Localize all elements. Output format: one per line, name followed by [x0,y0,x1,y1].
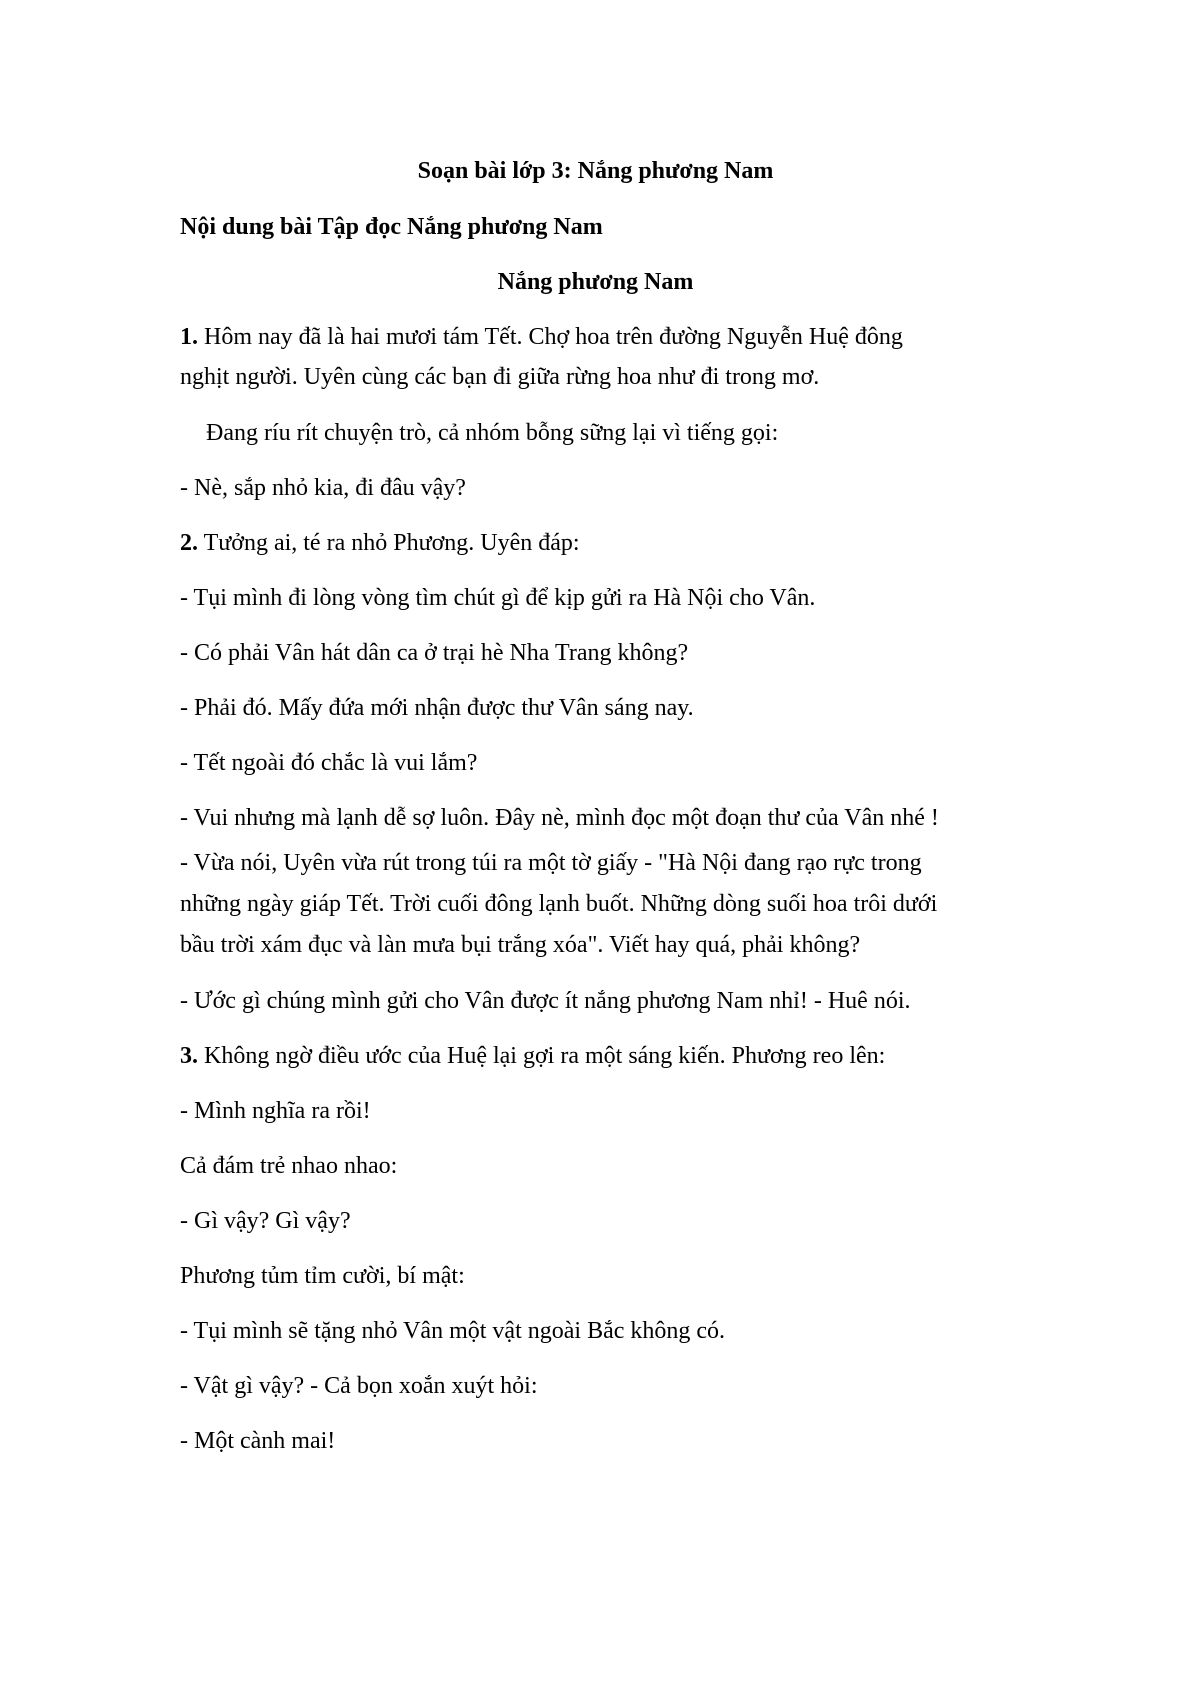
dialogue-line: - Tụi mình sẽ tặng nhỏ Vân một vật ngoài Bắc không có. [180,1318,726,1344]
paragraph-text: Tưởng ai, té ra nhỏ Phương. Uyên đáp: [203,530,580,556]
dialogue-line: - Phải đó. Mấy đứa mới nhận được thư Vân sáng nay. [180,695,694,721]
paragraph-text: Hôm nay đã là hai mươi tám Tết. Chợ hoa trên đường Nguyễn Huệ đông [204,324,903,350]
dialogue-line: - Tụi mình đi lòng vòng tìm chút gì để kịp gửi ra Hà Nội cho Vân. [180,585,816,611]
paragraph-number: 1. [180,324,198,350]
dialogue-line: - Ước gì chúng mình gửi cho Vân được ít nắng phương Nam nhỉ! - Huê nói. [180,988,911,1014]
dialogue-line: - Vật gì vậy? - Cả bọn xoắn xuýt hỏi: [180,1373,538,1399]
letter-quote-line-3: bầu trời xám đục và làn mưa bụi trắng xóa". Viết hay quá, phải không? [180,932,861,958]
document-title: Soạn bài lớp 3: Nắng phương Nam [417,158,774,184]
paragraph-3-line-1 [180,1041,885,1071]
dialogue-line: - Nè, sắp nhỏ kia, đi đâu vậy? [180,475,466,501]
letter-quote-line-1: - Vừa nói, Uyên vừa rút trong túi ra một tờ giấy - "Hà Nội đang rạo rực trong [180,850,922,876]
dialogue-line: - Mình nghĩa ra rồi! [180,1098,371,1124]
letter-quote-line-2: những ngày giáp Tết. Trời cuối đông lạnh buốt. Những dòng suối hoa trôi dưới [180,891,938,917]
dialogue-line: - Tết ngoài đó chắc là vui lắm? [180,750,478,776]
paragraph-text: Không ngờ điều ước của Huệ lại gợi ra một sáng kiến. Phương reo lên: [204,1043,886,1069]
paragraph-number: 3. [180,1043,198,1069]
section-heading: Nội dung bài Tập đọc Nắng phương Nam [180,214,603,240]
paragraph-1-line-3: Đang ríu rít chuyện trò, cả nhóm bỗng sững lại vì tiếng gọi: [206,420,779,446]
dialogue-line: - Có phải Vân hát dân ca ở trại hè Nha Trang không? [180,640,689,666]
narration-line: Phương tủm tỉm cười, bí mật: [180,1263,465,1289]
dialogue-line: - Một cành mai! [180,1428,336,1454]
paragraph-2-line-1 [180,528,580,558]
dialogue-line: - Gì vậy? Gì vậy? [180,1208,351,1234]
paragraph-number: 2. [180,530,198,556]
story-title: Nắng phương Nam [497,269,694,295]
paragraph-1-line-2: nghịt người. Uyên cùng các bạn đi giữa rừng hoa như đi trong mơ. [180,364,820,390]
dialogue-line: - Vui nhưng mà lạnh dễ sợ luôn. Đây nè, mình đọc một đoạn thư của Vân nhé ! [180,805,939,831]
paragraph-1-line-1 [180,322,903,352]
narration-line: Cả đám trẻ nhao nhao: [180,1153,398,1179]
